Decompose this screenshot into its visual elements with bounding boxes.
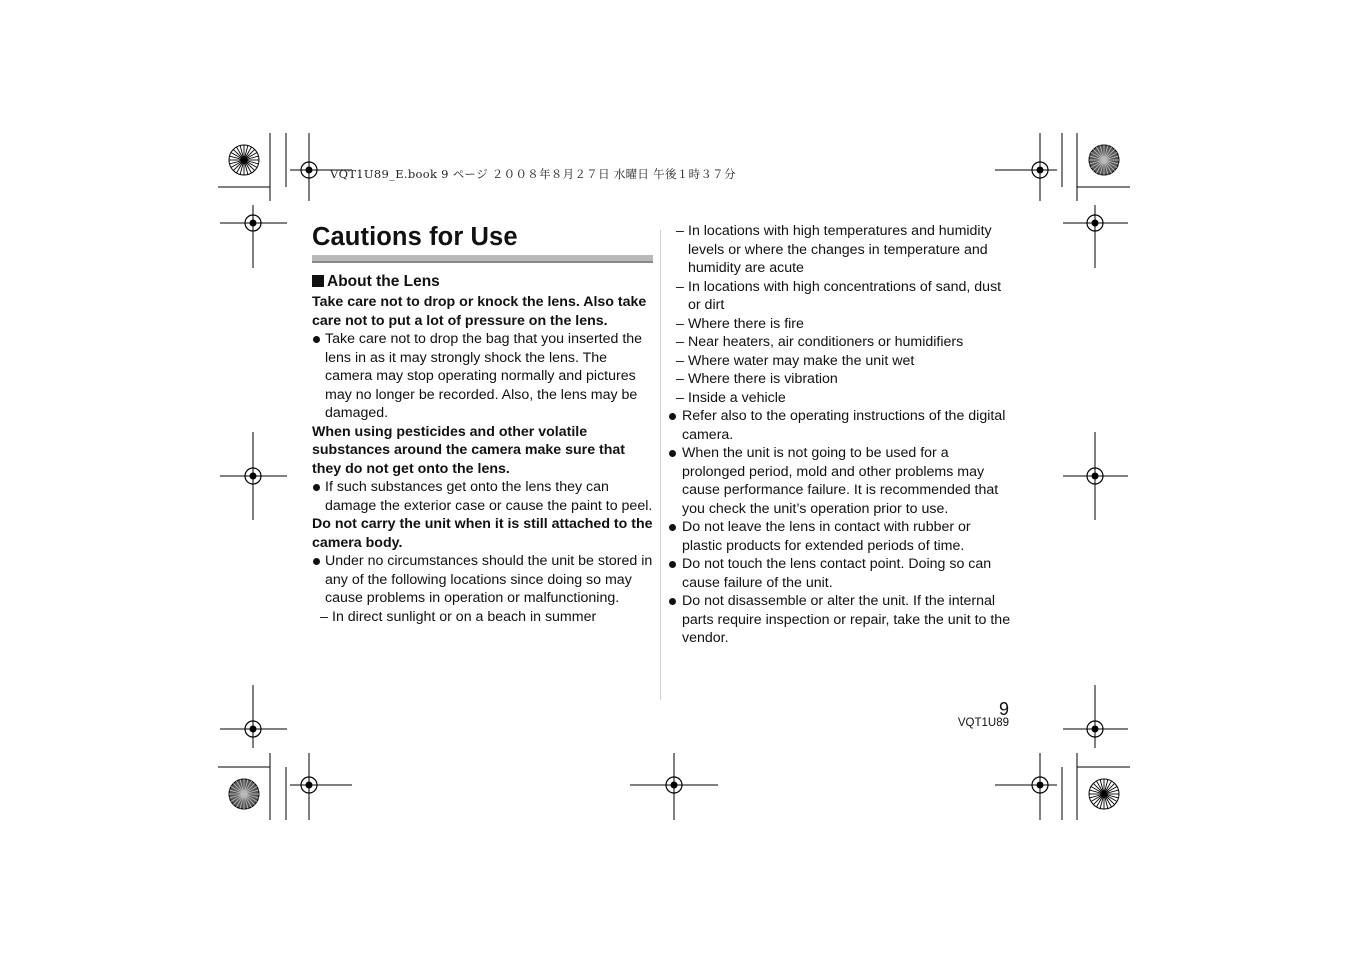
dash-item: – Where there is vibration xyxy=(668,370,1013,389)
dash-item: – Where there is fire xyxy=(668,315,1013,334)
bullet-item: Refer also to the operating instructions of the digital camera. xyxy=(668,407,1013,444)
bullet-item: If such substances get onto the lens they can damage the exterior case or cause the paint to peel. xyxy=(312,478,657,515)
starburst-target-icon xyxy=(1089,145,1119,175)
right-column xyxy=(668,222,1013,648)
section-heading-text: About the Lens xyxy=(327,273,440,290)
dash-item: – Where water may make the unit wet xyxy=(668,352,1013,371)
carry-caution: Do not carry the unit when it is still attached to the camera body. xyxy=(312,516,653,551)
section-heading xyxy=(312,271,657,293)
dash-item: – In direct sunlight or on a beach in summer xyxy=(312,608,657,627)
bullet-item: Do not disassemble or alter the unit. If the internal parts require inspection or repair, take the unit to the vendor. xyxy=(668,592,1013,648)
print-header-line: VQT1U89_E.book 9 ページ ２００８年８月２７日 水曜日 午後１時３７分 xyxy=(330,167,736,181)
left-column xyxy=(312,222,657,626)
bullet-item: Take care not to drop the bag that you inserted the lens in as it may strongly shock the lens. The camera may stop operating normally and pictures may no longer be recorded. Also, the lens may be damaged. xyxy=(312,330,657,423)
dash-item: – In locations with high temperatures and humidity levels or where the changes in temperature and humidity are acute xyxy=(668,222,1013,278)
title-underline-bar xyxy=(312,255,653,263)
bullet-item: When the unit is not going to be used for a prolonged period, mold and other problems may cause performance failure. It is recommended that you check the unit’s operation prior to use. xyxy=(668,444,1013,518)
dash-item: – In locations with high concentrations of sand, dust or dirt xyxy=(668,278,1013,315)
page-number: 9 xyxy=(998,699,1009,719)
bullet-item: Do not touch the lens contact point. Doing so can cause failure of the unit. xyxy=(668,555,1013,592)
lens-handling-caution: Take care not to drop or knock the lens. Also take care not to put a lot of pressure on the lens. xyxy=(312,294,647,329)
starburst-target-icon xyxy=(229,145,259,175)
starburst-target-icon xyxy=(1089,779,1119,809)
bullet-item: Under no circumstances should the unit be stored in any of the following locations since doing so may cause problems in operation or malfunctioning. xyxy=(312,552,657,608)
starburst-target-icon xyxy=(229,779,259,809)
dash-item: – Inside a vehicle xyxy=(668,389,1013,408)
page-title: Cautions for Use xyxy=(312,223,518,251)
dash-item: – Near heaters, air conditioners or humidifiers xyxy=(668,333,1013,352)
document-code: VQT1U89 xyxy=(957,717,1009,729)
pesticide-caution: When using pesticides and other volatile substances around the camera make sure that they do not get onto the lens. xyxy=(312,423,626,477)
column-divider xyxy=(660,230,661,700)
bullet-item: Do not leave the lens in contact with rubber or plastic products for extended periods of time. xyxy=(668,518,1013,555)
square-bullet-icon xyxy=(312,275,324,287)
